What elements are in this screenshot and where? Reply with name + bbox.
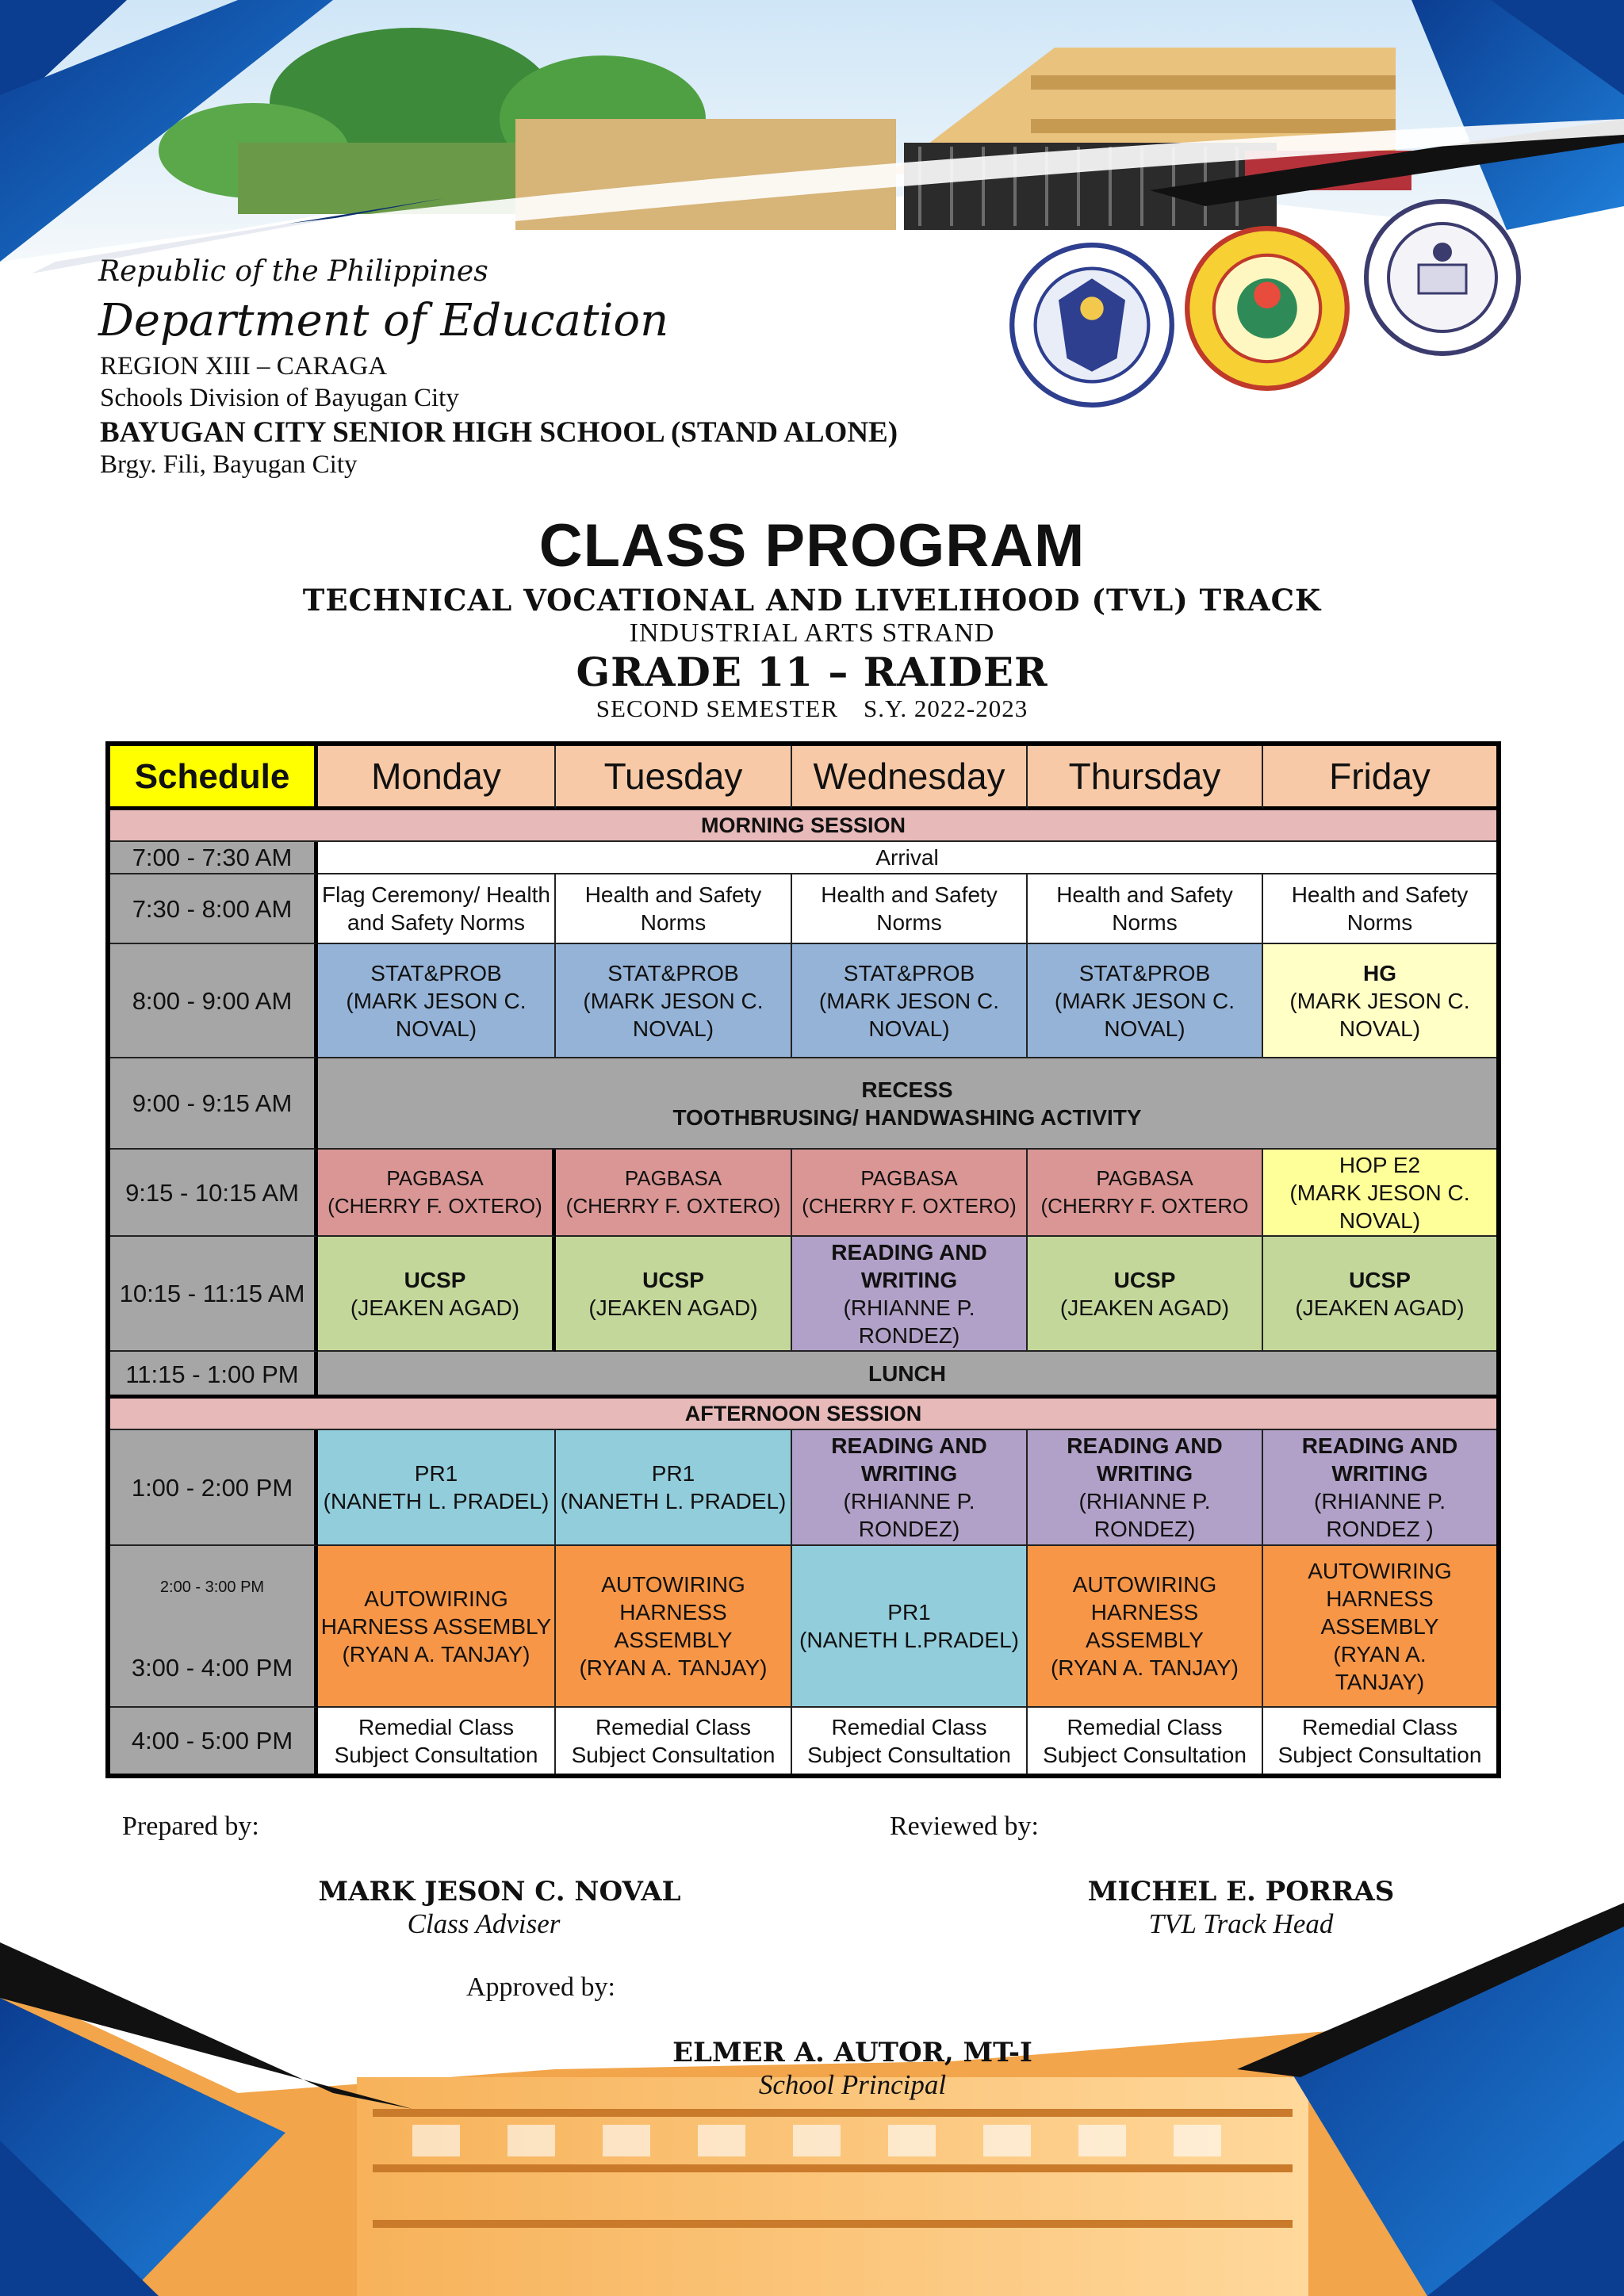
class-cell-reading — [1028, 1430, 1263, 1546]
arrival-cell: Arrival — [318, 842, 1496, 874]
teacher-name: (JEAKEN AGAD) — [350, 1295, 520, 1320]
time-slot: 2:00 - 3:00 PM — [110, 1546, 318, 1628]
teacher-name: (RHIANNE P. RONDEZ) — [1078, 1489, 1211, 1541]
semester-line — [0, 695, 1624, 723]
prepared-role: Class Adviser — [407, 1908, 561, 1939]
subject-name: HG — [1363, 960, 1396, 985]
class-cell-ucsp — [318, 1237, 556, 1352]
class-cell: Health and Safety Norms — [792, 874, 1028, 944]
prepared-label: Prepared by: — [122, 1812, 259, 1841]
class-cell-pagbasa: PAGBASA (CHERRY F. OXTERO — [1028, 1150, 1263, 1237]
time-slot: 7:30 - 8:00 AM — [110, 874, 318, 944]
subject-name: READING AND WRITING — [1067, 1433, 1223, 1486]
teacher-name: (JEAKEN AGAD) — [1295, 1295, 1465, 1320]
division-text: Schools Division of Bayugan City — [100, 384, 459, 412]
subject-name: UCSP — [642, 1267, 704, 1292]
subject-name: READING AND WRITING — [1301, 1433, 1458, 1486]
semester-text: SECOND SEMESTER — [596, 695, 838, 722]
class-cell-reading — [792, 1237, 1028, 1352]
division-seal-icon — [1184, 225, 1350, 392]
class-cell-pagbasa: PAGBASA (CHERRY F. OXTERO) — [556, 1150, 792, 1237]
remedial-cell: Remedial Class Subject Consultation — [792, 1708, 1028, 1774]
day-header-tuesday: Tuesday — [556, 746, 792, 810]
class-cell-pagbasa: PAGBASA (CHERRY F. OXTERO) — [318, 1150, 556, 1237]
class-cell-statprob: STAT&PROB (MARK JESON C. NOVAL) — [792, 944, 1028, 1058]
class-schedule-table — [105, 741, 1501, 1778]
recess-cell: RECESS TOOTHBRUSING/ HANDWASHING ACTIVITY — [318, 1058, 1496, 1150]
class-cell-reading — [1263, 1430, 1496, 1546]
time-slot: 1:00 - 2:00 PM — [110, 1430, 318, 1546]
time-slot: 4:00 - 5:00 PM — [110, 1708, 318, 1774]
class-cell-hope: HOP E2 (MARK JESON C. NOVAL) — [1263, 1150, 1496, 1237]
class-cell-statprob: STAT&PROB (MARK JESON C. NOVAL) — [1028, 944, 1263, 1058]
teacher-name: (RHIANNE P. RONDEZ) — [843, 1295, 975, 1348]
class-cell-hg — [1263, 944, 1496, 1058]
teacher-name: (JEAKEN AGAD) — [1059, 1295, 1230, 1320]
subject-name: UCSP — [1113, 1267, 1176, 1292]
department-text: Department of Education — [98, 295, 669, 346]
remedial-cell: Remedial Class Subject Consultation — [1028, 1708, 1263, 1774]
remedial-cell: Remedial Class Subject Consultation — [318, 1708, 556, 1774]
deped-seal-icon — [1009, 242, 1175, 408]
class-cell: Flag Ceremony/ Health and Safety Norms — [318, 874, 556, 944]
class-cell-reading — [792, 1430, 1028, 1546]
day-header-wednesday: Wednesday — [792, 746, 1028, 810]
remedial-cell: Remedial Class Subject Consultation — [1277, 1714, 1482, 1767]
republic-text: Republic of the Philippines — [98, 255, 488, 288]
time-slot: 10:15 - 11:15 AM — [110, 1237, 318, 1352]
class-cell-autowiring: AUTOWIRING HARNESS ASSEMBLY (RYAN A. TANJAY) — [556, 1546, 792, 1708]
teacher-name: (RHIANNE P. RONDEZ ) — [1314, 1489, 1446, 1541]
teacher-name: (MARK JESON C. NOVAL) — [1289, 988, 1470, 1041]
class-cell-ucsp — [556, 1237, 792, 1352]
subject-name: UCSP — [404, 1267, 466, 1292]
lunch-cell: LUNCH — [318, 1352, 1496, 1399]
school-name: BAYUGAN CITY SENIOR HIGH SCHOOL (STAND ALONE) — [100, 416, 898, 449]
class-cell: Health and Safety Norms — [556, 874, 792, 944]
time-slot: 11:15 - 1:00 PM — [110, 1352, 318, 1399]
class-cell-autowiring: AUTOWIRING HARNESS ASSEMBLY (RYAN A. TANJAY) — [318, 1546, 556, 1708]
prepared-name: MARK JESON C. NOVAL — [318, 1876, 681, 1908]
strand-title: INDUSTRIAL ARTS STRAND — [629, 618, 995, 648]
reviewed-role: TVL Track Head — [1148, 1908, 1334, 1939]
time-slot: 9:15 - 10:15 AM — [110, 1150, 318, 1237]
page-title: CLASS PROGRAM — [538, 512, 1086, 580]
time-slot: 8:00 - 9:00 AM — [110, 944, 318, 1058]
track-title: TECHNICAL VOCATIONAL AND LIVELIHOOD (TVL) TRACK — [302, 583, 1322, 618]
remedial-cell: Remedial Class Subject Consultation — [556, 1708, 792, 1774]
afternoon-session-band: AFTERNOON SESSION — [110, 1399, 1496, 1430]
day-header-monday: Monday — [318, 746, 556, 810]
reviewed-label: Reviewed by: — [890, 1812, 1039, 1841]
class-cell: Health and Safety Norms — [1263, 874, 1496, 944]
school-year-text: S.Y. 2022-2023 — [864, 695, 1028, 722]
morning-session-band: MORNING SESSION — [110, 810, 1496, 842]
class-cell-statprob: STAT&PROB (MARK JESON C. NOVAL) — [556, 944, 792, 1058]
schedule-header: Schedule — [110, 746, 318, 810]
class-cell: Health and Safety Norms — [1028, 874, 1263, 944]
subject-name: UCSP — [1349, 1267, 1411, 1292]
time-slot: 9:00 - 9:15 AM — [110, 1058, 318, 1150]
grade-title: GRADE 11 – RAIDER — [576, 649, 1048, 695]
class-cell-statprob: STAT&PROB (MARK JESON C. NOVAL) — [318, 944, 556, 1058]
school-seal-icon — [1352, 198, 1534, 357]
class-cell-pr1: PR1 (NANETH L.PRADEL) — [792, 1546, 1028, 1708]
day-header-thursday: Thursday — [1028, 746, 1263, 810]
class-cell-pr1: PR1 (NANETH L. PRADEL) — [556, 1430, 792, 1546]
reviewed-name: MICHEL E. PORRAS — [1087, 1876, 1395, 1908]
approved-name: ELMER A. AUTOR, MT-I — [672, 2037, 1032, 2068]
day-header-friday: Friday — [1263, 746, 1496, 810]
school-address: Brgy. Fili, Bayugan City — [100, 450, 358, 479]
subject-name: READING AND WRITING — [831, 1239, 987, 1292]
time-slot: 7:00 - 7:30 AM — [110, 842, 318, 874]
class-cell-autowiring: AUTOWIRING HARNESS ASSEMBLY (RYAN A. TANJAY) — [1028, 1546, 1263, 1708]
subject-name: READING AND WRITING — [831, 1433, 987, 1486]
approved-role: School Principal — [758, 2069, 947, 2100]
teacher-name: (JEAKEN AGAD) — [588, 1295, 758, 1320]
class-cell-autowiring: AUTOWIRING HARNESS ASSEMBLY (RYAN A. TANJAY) — [1263, 1546, 1496, 1708]
class-cell-pr1: PR1 (NANETH L. PRADEL) — [318, 1430, 556, 1546]
class-cell-ucsp — [1028, 1237, 1263, 1352]
approved-label: Approved by: — [466, 1973, 615, 2002]
class-cell-ucsp — [1263, 1237, 1496, 1352]
class-cell-pagbasa: PAGBASA (CHERRY F. OXTERO) — [792, 1150, 1028, 1237]
region-text: REGION XIII – CARAGA — [100, 352, 388, 381]
teacher-name: (RHIANNE P. RONDEZ) — [843, 1489, 975, 1541]
time-slot: 3:00 - 4:00 PM — [110, 1628, 318, 1708]
